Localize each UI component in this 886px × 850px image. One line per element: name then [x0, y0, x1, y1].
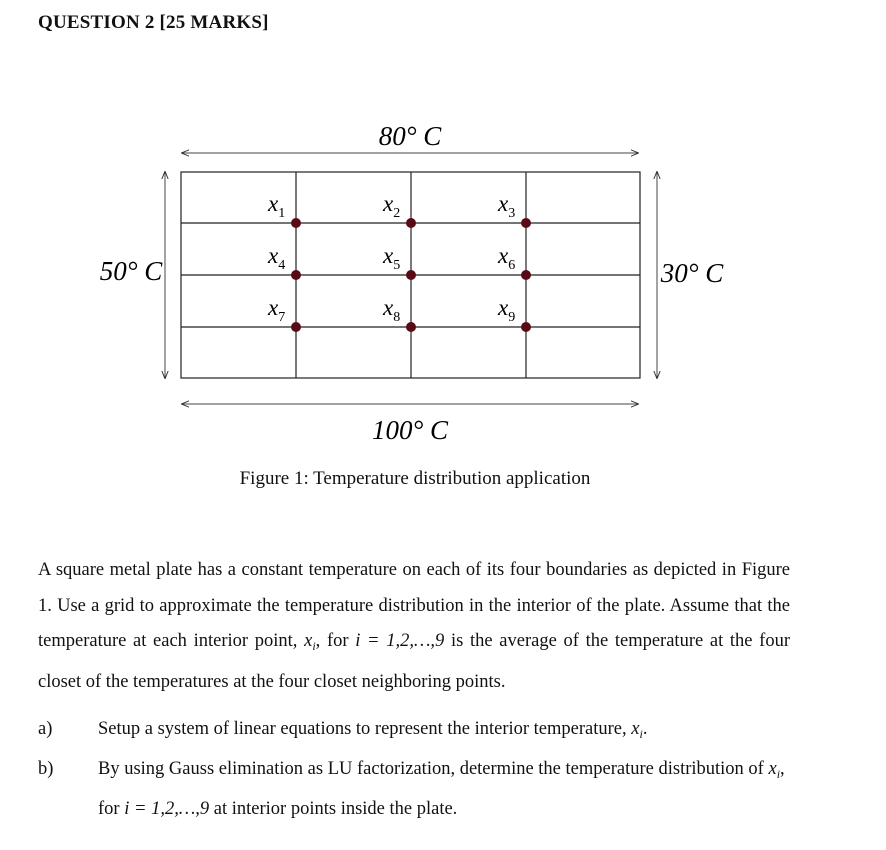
item-tail: at interior points inside the plate.: [213, 799, 458, 819]
var-sub: i: [776, 767, 781, 781]
node-x9: [521, 322, 531, 332]
right-temp-label: 30° C: [660, 258, 724, 288]
node-x8: [406, 322, 416, 332]
var-x: x: [631, 719, 640, 739]
paragraph-part3: is the average of the temperature at the four closet of the temperatures at the four closet neighboring points.: [38, 631, 791, 692]
var-sub: i: [639, 727, 643, 741]
node-x3: [521, 218, 531, 228]
node-label-x2: $x_2$: [383, 191, 401, 221]
node-label-x7: $x_7$: [268, 295, 286, 325]
node-x2: [406, 218, 416, 228]
node-x1: [291, 218, 301, 228]
index-range: i = 1,2,…,9: [124, 799, 210, 819]
bottom-temp-label: 100° C: [371, 415, 449, 445]
node-x5: [406, 270, 416, 280]
item-mid: , for: [98, 759, 785, 819]
node-label-x1: $x_1$: [268, 191, 286, 221]
item-tail: .: [642, 719, 648, 739]
question-heading: QUESTION 2 [25 MARKS]: [38, 12, 269, 33]
problem-paragraph: [38, 553, 790, 700]
item-label: b): [38, 759, 54, 779]
figure-caption: Figure 1: Temperature distribution application: [239, 468, 591, 489]
item-body: [98, 752, 798, 827]
var-x: x: [768, 759, 777, 779]
top-temp-label: 80° C: [378, 121, 442, 151]
var-x: x: [304, 631, 313, 651]
item-text: By using Gauss elimination as LU factorization, determine the temperature distribution of: [98, 759, 764, 779]
node-label-x6: $x_6$: [498, 243, 516, 273]
node-x4: [291, 270, 301, 280]
node-label-x4: $x_4$: [268, 243, 286, 273]
node-x7: [291, 322, 301, 332]
node-label-x8: $x_8$: [383, 295, 401, 325]
item-label: a): [38, 719, 53, 739]
item-body: [98, 712, 798, 752]
left-temp-label: 50° C: [99, 256, 163, 286]
node-x6: [521, 270, 531, 280]
node-label-x5: $x_5$: [383, 243, 401, 273]
item-text: Setup a system of linear equations to represent the interior temperature,: [98, 719, 627, 739]
node-label-x9: $x_9$: [498, 295, 516, 325]
index-range: i = 1,2,…,9: [355, 631, 445, 651]
node-label-x3: $x_3$: [498, 191, 516, 221]
paragraph-part2: , for: [315, 631, 349, 651]
var-sub: i: [312, 639, 316, 653]
paragraph-part1: A square metal plate has a constant temperature on each of its four boundaries as depicted in Figure 1. Use a grid to approximate the temperature distribution in the interior of the plate. Assume that the temperature at each interior point,: [38, 560, 790, 651]
